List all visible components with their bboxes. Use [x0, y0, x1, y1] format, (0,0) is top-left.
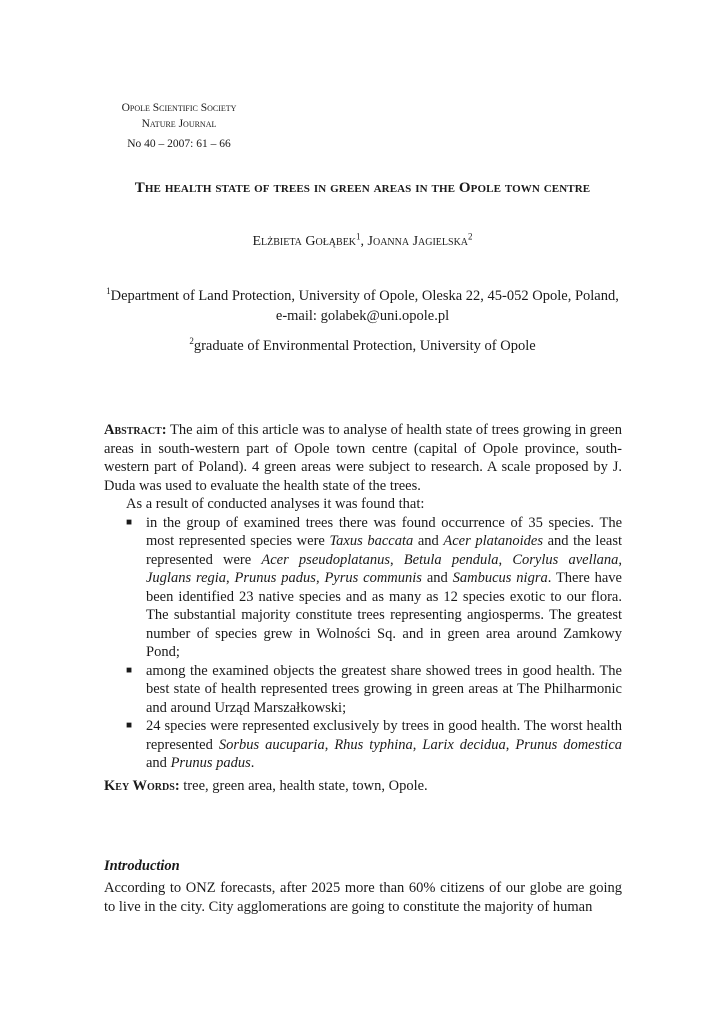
species-name: Larix decidua [422, 736, 506, 753]
abstract-text: The aim of this article was to analyse of health state of trees growing in green areas in south-western part of Opole town centre (capital of Opole province, south-western part of Poland). 4 green areas were subject to research. A scale proposed by J. Duda was used to evaluate the health state of the trees. [104, 422, 622, 494]
findings-list [104, 514, 622, 773]
journal-name: Nature Journal [141, 118, 217, 130]
finding-item [104, 662, 622, 718]
introduction-text: According to ONZ forecasts, after 2025 more than 60% citizens of our globe are going to live in the city. City agglomerations are going to constitute the majority of human [104, 880, 622, 915]
species-name: Betula pendula [403, 551, 499, 568]
species-name: Sambucus nigra [452, 570, 548, 586]
species-name: Corylus avellana [512, 551, 619, 568]
abstract-result-intro: As a result of conducted analyses it was found that: [126, 496, 425, 512]
finding-text: . [250, 755, 255, 771]
species-name: Acer platanoides [443, 533, 544, 549]
paper-title: The health state of trees in green areas in the Opole town centre [134, 180, 591, 196]
species-name: Juglans regia [146, 570, 227, 586]
finding-text: among the examined objects the greatest share showed trees in good health. The best state of health represented trees growing in green areas at The Philharmonic and around Urząd Marszałkowski; [146, 662, 622, 716]
species-name: Acer pseudoplatanus [261, 551, 390, 568]
finding-text: . There have been identified 23 native species and as many as 12 species exotic to our flora. The substantial majority constitute trees representing angiosperms. The greatest number of species grew in Wolności Sq. and in green area around Zamkowy Pond; [146, 570, 622, 660]
bullet-icon: ■ [126, 516, 133, 528]
finding-text: and [421, 570, 453, 586]
finding-text: , [505, 736, 516, 753]
finding-text: in the group of examined trees there was found occurrence of 35 species. The most represented species were [146, 514, 622, 549]
author-2: Joanna Jagielska [367, 234, 469, 249]
finding-text: , [324, 736, 335, 753]
species-name: Prunus padus [170, 755, 251, 771]
finding-text: and [413, 533, 444, 549]
aff2-sup: 2 [189, 336, 194, 347]
author-1-sup: 1 [356, 231, 361, 242]
species-name: Sorbus aucuparia [218, 736, 325, 753]
keywords-label: Key Words: [104, 778, 180, 794]
introduction-heading: Introduction [104, 858, 180, 874]
affiliation-1 [0, 286, 725, 326]
species-name: Prunus domestica [515, 736, 622, 753]
author-1: Elżbieta Gołąbek [252, 234, 357, 249]
aff1-line2: e-mail: golabek@uni.opole.pl [275, 308, 450, 324]
finding-text: , [226, 570, 235, 586]
species-name: Prunus padus [234, 570, 316, 586]
abstract-paragraph [104, 421, 622, 495]
species-name: Taxus baccata [329, 533, 414, 549]
author-line [0, 231, 725, 250]
finding-text: , [315, 570, 325, 586]
aff2-text: graduate of Environmental Protection, University of Opole [193, 338, 536, 354]
author-separator: , [360, 234, 368, 249]
species-name: Pyrus communis [324, 570, 422, 586]
finding-text: , [389, 551, 404, 568]
author-2-sup: 2 [468, 231, 473, 242]
finding-text: and the least represented were [146, 533, 623, 568]
finding-text: , [412, 736, 423, 753]
abstract-label: Abstract: [104, 422, 167, 438]
finding-text: , [618, 551, 623, 568]
bullet-icon: ■ [126, 720, 133, 731]
journal-issue: No 40 – 2007: 61 – 66 [127, 138, 231, 150]
keywords-text: tree, green area, health state, town, Opole. [179, 778, 428, 794]
finding-text: 24 species were represented exclusively by trees in good health. The worst health represented [146, 718, 622, 753]
affiliation-2 [0, 336, 725, 356]
journal-header [104, 100, 254, 152]
finding-text: and [146, 755, 171, 771]
finding-text: , [498, 551, 513, 568]
keywords [104, 777, 622, 796]
aff1-sup: 1 [106, 286, 111, 297]
aff1-line1: Department of Land Protection, University of Opole, Oleska 22, 45-052 Opole, Poland, [110, 288, 619, 304]
species-name: Rhus typhina [334, 736, 413, 753]
abstract [104, 421, 622, 773]
bullet-icon: ■ [126, 664, 133, 676]
journal-society: Opole Scientific Society [121, 102, 237, 114]
finding-item [104, 514, 622, 662]
finding-item [104, 717, 622, 773]
